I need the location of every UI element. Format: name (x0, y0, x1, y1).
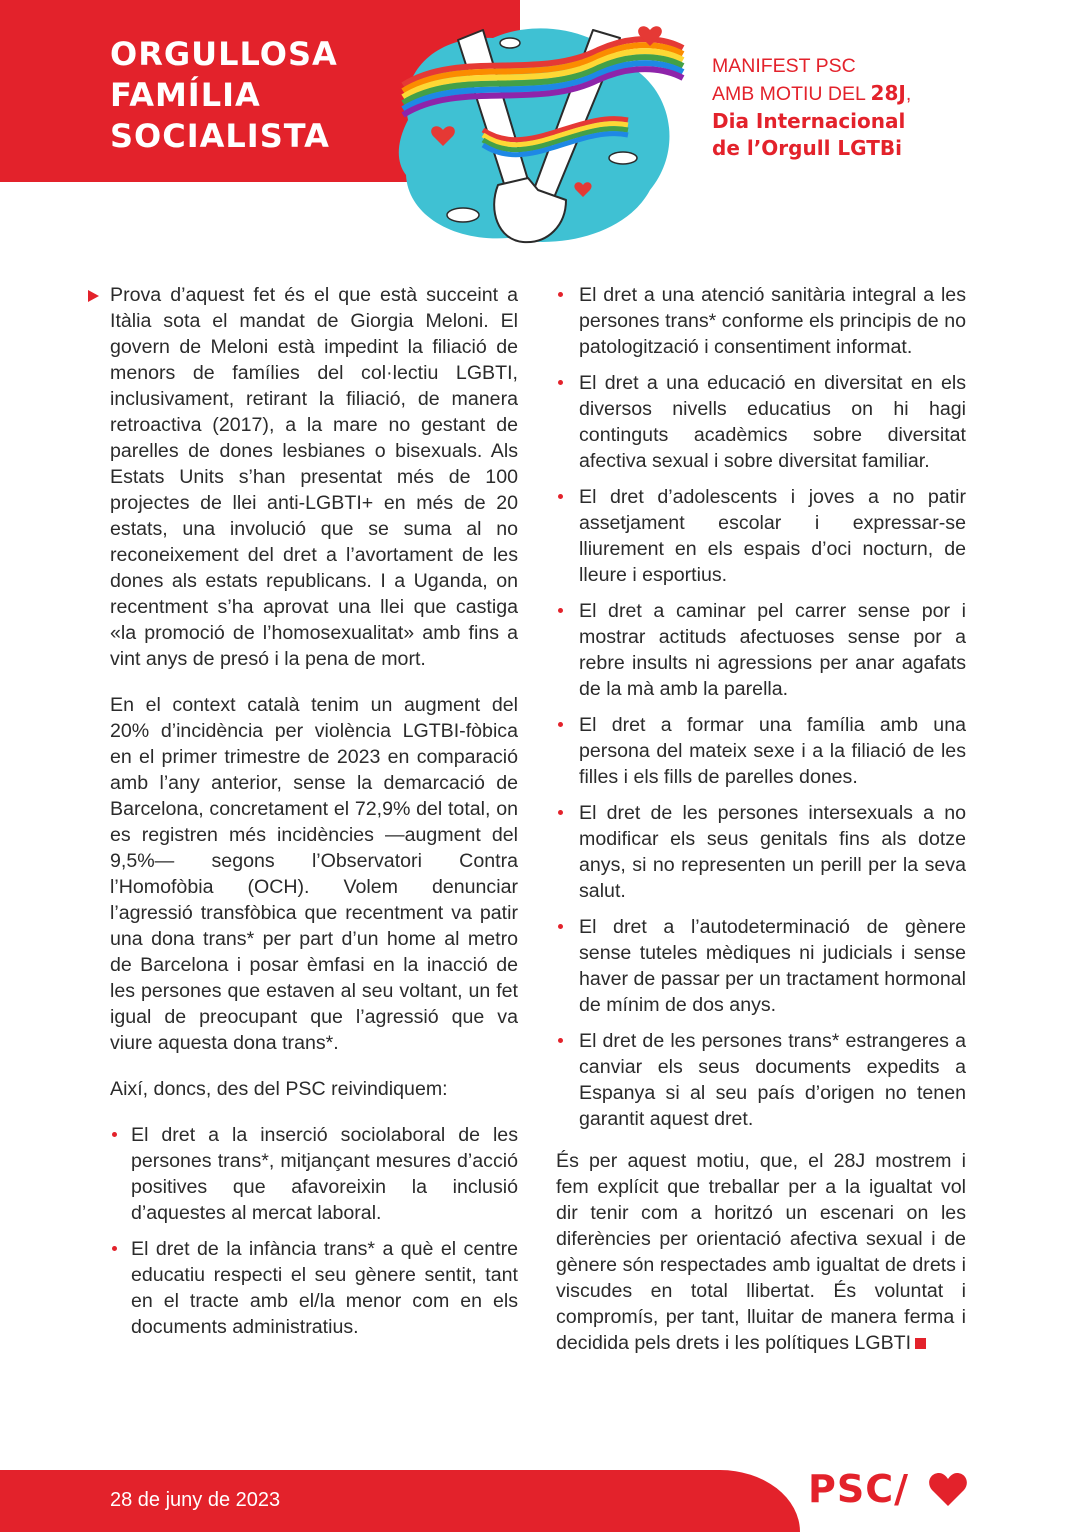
list-item-text: El dret a una educació en diversitat en els diversos nivells educatius on hi hagi continguts acadèmics sobre diversitat afectiva sexual i sobre diversitat familiar. (579, 372, 966, 472)
list-item-text: El dret a la inserció sociolaboral de les persones trans*, mitjançant mesures d’acció positives que afavoreixin la inclusió d’aquestes al mercat laboral. (131, 1124, 518, 1224)
triangle-arrow-icon (88, 290, 99, 302)
bullet-dot-icon (558, 494, 563, 499)
bullet-dot-icon (558, 1038, 563, 1043)
subtitle-line-2-text: AMB MOTIU DEL (712, 83, 871, 105)
subtitle-line-3: Dia Internacional (712, 109, 906, 133)
title-line-2: FAMÍLIA (110, 76, 261, 114)
demands-list-left (110, 1122, 518, 1340)
list-item (556, 800, 966, 904)
list-item (556, 598, 966, 702)
intro-text: Prova d’aquest fet és el que està succeint a Itàlia sota el mandat de Giorgia Meloni. El govern de Meloni està impedint la filiació de menors de famílies del col·lectiu LGBTI, inclusivament, retirant la filiació, de manera retroactiva (2017), a la mare no gestant de parelles de dones lesbianes o bisexuals. Als Estats Units s’han presentat més de 100 projectes de llei anti-LGBTI+ en més de 20 estats, una involució que se suma al no reconeixement del dret a l’avortament de les dones als estats republicans. I a Uganda, on recentment s’ha aprovat una llei que castiga «la promoció de l’homosexualitat» amb fins a vint anys de presó i la pena de mort. (110, 284, 518, 670)
bullet-dot-icon (558, 722, 563, 727)
subtitle-line-4: de l’Orgull LGTBi (712, 136, 902, 160)
left-column (110, 282, 518, 1350)
subtitle-line-1: MANIFEST PSC (712, 55, 856, 77)
list-item-text: El dret de les persones intersexuals a no modificar els seus genitals fins als dotze anys, si no representen un perill per la seva salut. (579, 802, 966, 902)
pride-hands-illustration (388, 10, 688, 255)
list-item-text: El dret a l’autodeterminació de gènere sense tuteles mèdiques ni judicials i sense haver de passar per un tractament hormonal de mínim de dos anys. (579, 916, 966, 1016)
title-line-1: ORGULLOSA (110, 35, 338, 73)
list-item-text: El dret a formar una família amb una persona del mateix sexe i a la filiació de les filles i els fills de parelles dones. (579, 714, 966, 788)
bullet-dot-icon (558, 380, 563, 385)
heart-icon (928, 1472, 968, 1508)
page-title (110, 34, 338, 157)
bullet-dot-icon (558, 292, 563, 297)
lead-paragraph: Així, doncs, des del PSC reivindiquem: (110, 1078, 448, 1100)
right-column (556, 282, 966, 1356)
bullet-dot-icon (112, 1132, 117, 1137)
subtitle-line-2 (712, 80, 911, 108)
list-item (110, 1236, 518, 1340)
subtitle-comma: , (905, 83, 912, 105)
list-item (110, 1122, 518, 1226)
list-item-text: El dret a caminar pel carrer sense por i mostrar actituds afectuoses sense por a rebre insults ni agressions per anar agafats de la mà amb la parella. (579, 600, 966, 700)
bullet-dot-icon (558, 924, 563, 929)
list-item (556, 484, 966, 588)
list-item (556, 712, 966, 790)
list-item (556, 914, 966, 1018)
list-item (556, 370, 966, 474)
bullet-dot-icon (558, 810, 563, 815)
intro-paragraph (110, 282, 518, 672)
bullet-dot-icon (112, 1246, 117, 1251)
title-line-3: SOCIALISTA (110, 117, 330, 155)
list-item (556, 282, 966, 360)
context-paragraph: En el context català tenim un augment del 20% d’incidència per violència LGTBI-fòbica en el primer trimestre de 2023 en comparació amb l’any anterior, sense la demarcació de Barcelona, concretament el 72,9% del total, on es registren més incidències —augment del 9,5%— segons l’Observatori Contra l’Homofòbia (OCH). Volem denunciar l’agressió transfòbica que recentment va patir una dona trans* per part d’un home al metro de Barcelona i posar èmfasi en la inacció de les persones que estaven al seu voltant, un fet igual de preocupant que l’agressió que va viure aquesta dona trans*. (110, 694, 518, 1054)
list-item-text: El dret de la infància trans* a què el centre educatiu respecti el seu gènere sentit, tant en el tracte amb el/la menor com en els documents administratius. (131, 1238, 518, 1338)
demands-list-right (556, 282, 966, 1132)
list-item-text: El dret de les persones trans* estrangeres a canviar els seus documents expedits a Espanya si al seu país d’origen no tenen garantit aquest dret. (579, 1030, 966, 1130)
closing-text: És per aquest motiu, que, el 28J mostrem i fem explícit que treballar per a la igualtat vol dir tenir com a horitzó un escenari on les diferències per orientació afectiva sexual i de gènere són respectades amb igualtat de drets i viscudes en total llibertat. És voluntat i compromís, per tant, lluitar de manera ferma i decidida pels drets i les polítiques LGBTI (556, 1150, 966, 1354)
subtitle-date-bold: 28J (870, 81, 906, 105)
manifest-subtitle (712, 53, 911, 162)
bullet-dot-icon (558, 608, 563, 613)
list-item (556, 1028, 966, 1132)
closing-paragraph (556, 1148, 966, 1356)
end-square-icon (915, 1338, 926, 1349)
psc-logo: PSC/ (808, 1467, 909, 1511)
list-item-text: El dret a una atenció sanitària integral a les persones trans* conforme els principis de no patologització i consentiment informat. (579, 284, 966, 358)
list-item-text: El dret d’adolescents i joves a no patir assetjament escolar i expressar-se lliurement en els espais d’oci nocturn, de lleure i esportius. (579, 486, 966, 586)
footer-date: 28 de juny de 2023 (110, 1489, 281, 1511)
